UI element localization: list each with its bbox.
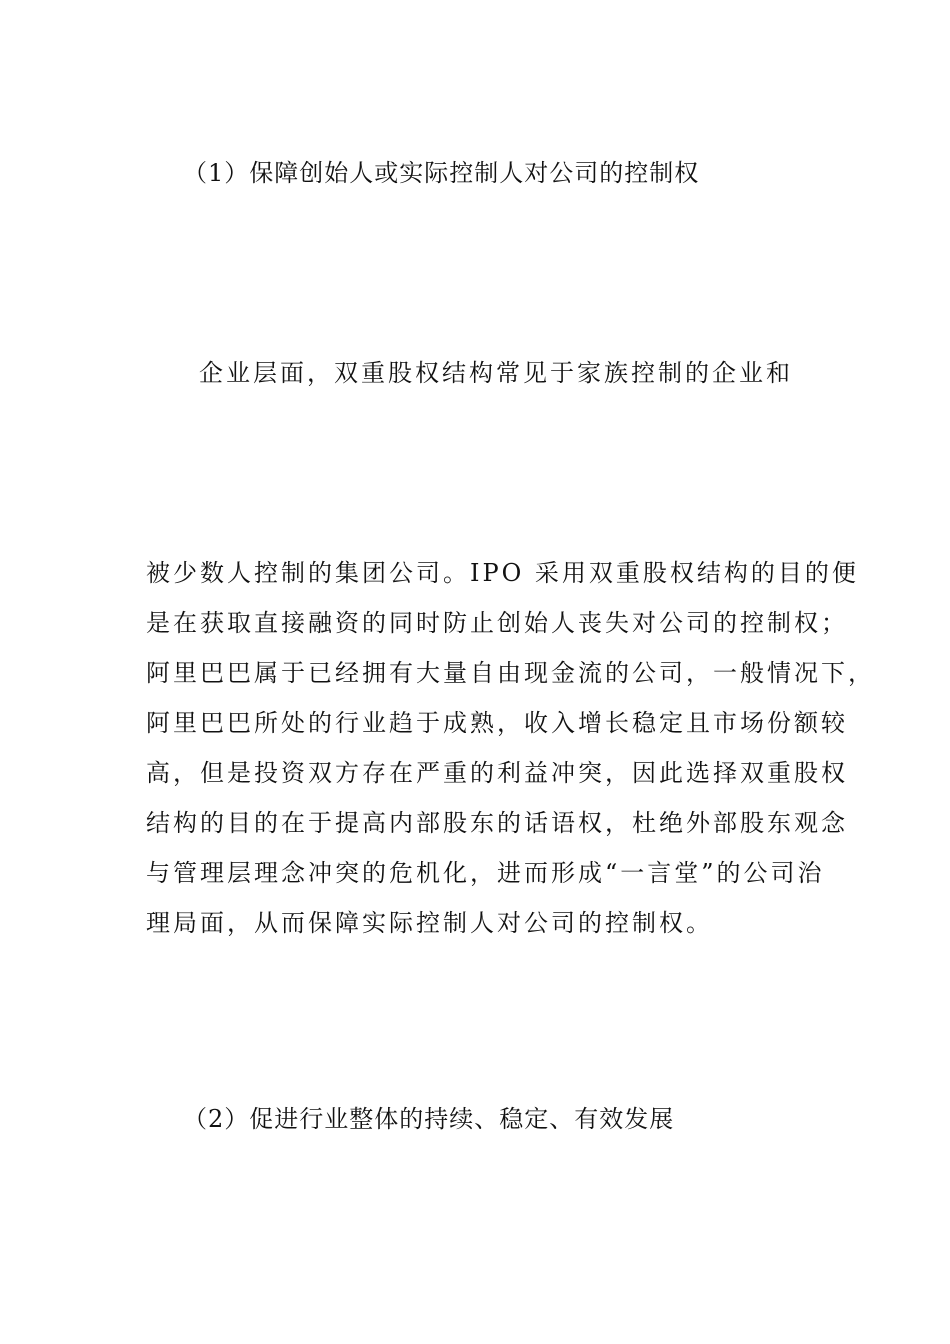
paragraph-line: 理局面，从而保障实际控制人对公司的控制权。	[146, 909, 713, 937]
paragraph-line: 被少数人控制的集团公司。IPO 采用双重股权结构的目的便	[146, 559, 859, 587]
paragraph-body	[146, 558, 875, 958]
section-heading-2: （2）促进行业整体的持续、稳定、有效发展	[183, 1105, 675, 1133]
paragraph-line: 阿里巴巴所处的行业趋于成熟，收入增长稳定且市场份额较	[146, 709, 848, 737]
paragraph-line: 高，但是投资双方存在严重的利益冲突，因此选择双重股权	[146, 759, 848, 787]
section-heading-1: （1）保障创始人或实际控制人对公司的控制权	[183, 159, 700, 187]
paragraph-line: 阿里巴巴属于已经拥有大量自由现金流的公司，一般情况下，	[146, 659, 875, 687]
paragraph-line: 是在获取直接融资的同时防止创始人丧失对公司的控制权；	[146, 609, 848, 637]
paragraph-line: 与管理层理念冲突的危机化，进而形成“一言堂”的公司治	[146, 859, 825, 887]
paragraph-line: 结构的目的在于提高内部股东的话语权，杜绝外部股东观念	[146, 809, 848, 837]
paragraph-lead-line: 企业层面，双重股权结构常见于家族控制的企业和	[199, 359, 793, 387]
